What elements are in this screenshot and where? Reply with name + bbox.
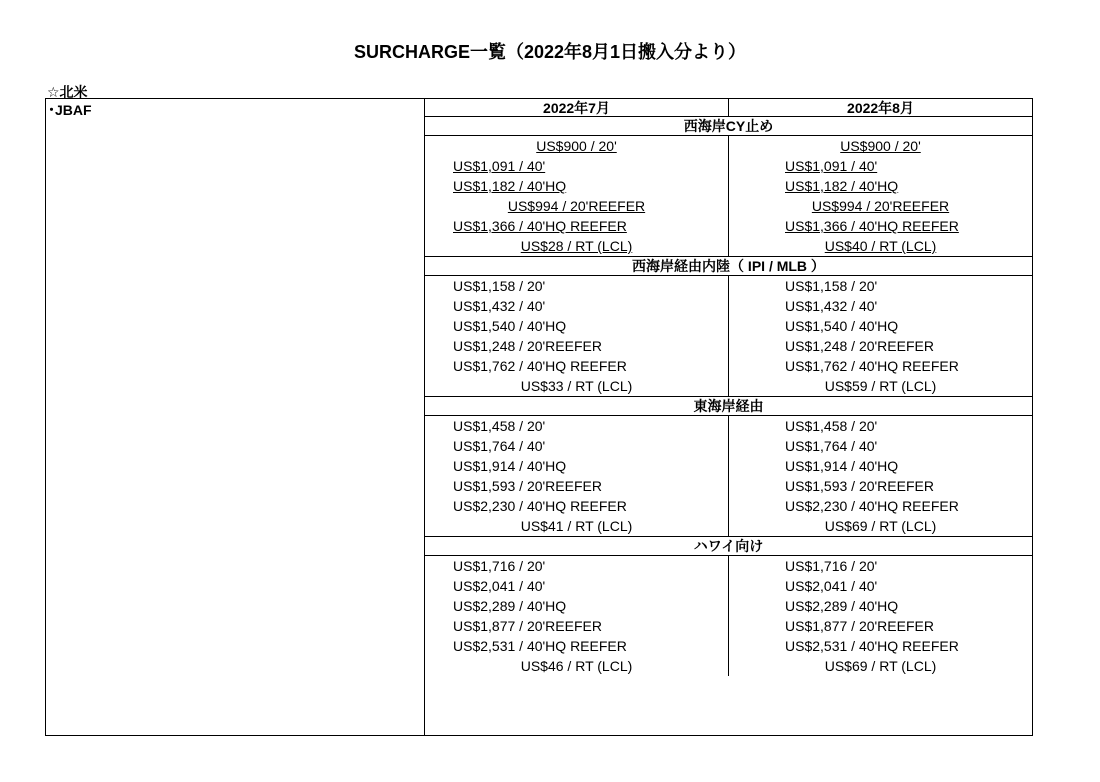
rate-cell-july [425, 196, 728, 216]
rate-cell-aug [729, 576, 1032, 596]
rate-cell-aug [729, 236, 1032, 256]
rate-value: US$1,366 / 40'HQ REEFER [785, 218, 959, 234]
rate-value: US$1,914 / 40'HQ [785, 458, 899, 474]
rate-cell-aug [729, 216, 1032, 236]
rate-cell-aug [729, 296, 1032, 316]
table-row [425, 136, 1032, 156]
rate-cell-aug [729, 556, 1032, 576]
rate-cell-aug [729, 616, 1032, 636]
rate-cell-july [425, 636, 728, 656]
rate-cell-aug [729, 496, 1032, 516]
rate-value: US$1,716 / 20' [785, 558, 878, 574]
table-row [425, 456, 1032, 476]
rate-value: US$994 / 20'REEFER [811, 198, 950, 214]
rate-value: US$900 / 20' [536, 138, 617, 154]
table-row [425, 596, 1032, 616]
table-row [425, 416, 1032, 436]
rate-cell-july [425, 236, 728, 256]
rate-value: US$1,366 / 40'HQ REEFER [453, 218, 627, 234]
table-row [425, 556, 1032, 576]
document-title: SURCHARGE一覧（2022年8月1日搬入分より） [353, 42, 747, 62]
rate-value: US$1,716 / 20' [453, 558, 546, 574]
column-header-july: 2022年7月 [543, 100, 610, 116]
table-row [425, 216, 1032, 236]
rate-value: US$46 / RT (LCL) [520, 658, 633, 674]
rate-cell-july [425, 136, 728, 156]
rate-section [425, 117, 1032, 256]
rate-cell-july [425, 376, 728, 396]
section-title: ハワイ向け [425, 536, 1032, 556]
rate-cell-july [425, 556, 728, 576]
rates-column-block [425, 99, 1032, 676]
rate-value: US$2,041 / 40' [453, 578, 546, 594]
rate-value: US$1,091 / 40' [785, 158, 878, 174]
rate-value: US$1,158 / 20' [453, 278, 546, 294]
rate-cell-july [425, 516, 728, 536]
rate-cell-aug [729, 336, 1032, 356]
rate-cell-aug [729, 436, 1032, 456]
rate-cell-july [425, 416, 728, 436]
rate-value: US$900 / 20' [840, 138, 921, 154]
rate-value: US$1,764 / 40' [785, 438, 878, 454]
rate-value: US$1,877 / 20'REEFER [453, 618, 602, 634]
table-row [425, 516, 1032, 536]
rate-cell-aug [729, 596, 1032, 616]
agreement-label: ･JBAF [48, 102, 92, 118]
region-heading: ☆北米 [47, 84, 88, 100]
column-header-aug: 2022年8月 [847, 100, 914, 116]
rate-cell-aug [729, 516, 1032, 536]
rate-cell-aug [729, 376, 1032, 396]
rate-value: US$1,182 / 40'HQ [785, 178, 899, 194]
rate-cell-aug [729, 456, 1032, 476]
rate-cell-aug [729, 156, 1032, 176]
table-row [425, 496, 1032, 516]
rate-cell-aug [729, 356, 1032, 376]
rate-cell-aug [729, 276, 1032, 296]
rate-value: US$1,158 / 20' [785, 278, 878, 294]
rate-cell-july [425, 316, 728, 336]
rate-value: US$1,877 / 20'REEFER [785, 618, 934, 634]
rate-cell-july [425, 576, 728, 596]
sections-container [425, 117, 1032, 676]
section-rows [425, 416, 1032, 536]
rate-value: US$1,458 / 20' [453, 418, 546, 434]
section-title: 東海岸経由 [425, 396, 1032, 416]
rate-cell-aug [729, 196, 1032, 216]
rate-cell-aug [729, 476, 1032, 496]
rate-value: US$1,540 / 40'HQ [453, 318, 567, 334]
rate-value: US$1,248 / 20'REEFER [785, 338, 934, 354]
table-row [425, 196, 1032, 216]
rate-cell-aug [729, 656, 1032, 676]
section-title: 西海岸経由内陸（ IPI / MLB ） [425, 256, 1032, 276]
rate-cell-july [425, 176, 728, 196]
table-row [425, 276, 1032, 296]
table-row [425, 656, 1032, 676]
rate-value: US$1,248 / 20'REEFER [453, 338, 602, 354]
section-rows [425, 556, 1032, 676]
table-row [425, 376, 1032, 396]
rate-value: US$69 / RT (LCL) [824, 658, 937, 674]
rate-cell-july [425, 156, 728, 176]
rate-value: US$1,914 / 40'HQ [453, 458, 567, 474]
rate-value: US$33 / RT (LCL) [520, 378, 633, 394]
rate-cell-july [425, 276, 728, 296]
rate-value: US$1,762 / 40'HQ REEFER [453, 358, 627, 374]
rate-value: US$2,041 / 40' [785, 578, 878, 594]
rate-value: US$1,182 / 40'HQ [453, 178, 567, 194]
rate-value: US$2,230 / 40'HQ REEFER [453, 498, 627, 514]
surcharge-table [45, 98, 1033, 736]
rate-cell-july [425, 476, 728, 496]
table-row [425, 316, 1032, 336]
rate-cell-aug [729, 316, 1032, 336]
rate-value: US$1,432 / 40' [453, 298, 546, 314]
rate-value: US$1,432 / 40' [785, 298, 878, 314]
rate-cell-aug [729, 176, 1032, 196]
table-row [425, 236, 1032, 256]
rate-cell-july [425, 356, 728, 376]
rate-value: US$994 / 20'REEFER [507, 198, 646, 214]
table-row [425, 296, 1032, 316]
rate-value: US$1,593 / 20'REEFER [785, 478, 934, 494]
rate-value: US$2,289 / 40'HQ [453, 598, 567, 614]
rate-cell-aug [729, 136, 1032, 156]
table-row [425, 356, 1032, 376]
table-row [425, 156, 1032, 176]
rate-value: US$1,091 / 40' [453, 158, 546, 174]
rate-cell-july [425, 436, 728, 456]
rate-cell-july [425, 616, 728, 636]
table-row [425, 336, 1032, 356]
rate-value: US$2,531 / 40'HQ REEFER [453, 638, 627, 654]
section-rows [425, 276, 1032, 396]
rate-value: US$41 / RT (LCL) [520, 518, 633, 534]
rate-value: US$1,762 / 40'HQ REEFER [785, 358, 959, 374]
section-rows [425, 136, 1032, 256]
rate-cell-july [425, 296, 728, 316]
rate-cell-july [425, 496, 728, 516]
rate-value: US$1,458 / 20' [785, 418, 878, 434]
rate-value: US$1,540 / 40'HQ [785, 318, 899, 334]
rate-value: US$2,289 / 40'HQ [785, 598, 899, 614]
rate-cell-aug [729, 416, 1032, 436]
rate-section [425, 256, 1032, 396]
rate-value: US$2,230 / 40'HQ REEFER [785, 498, 959, 514]
rate-cell-july [425, 656, 728, 676]
header-divider [728, 99, 729, 117]
rate-value: US$40 / RT (LCL) [824, 238, 937, 254]
rate-value: US$28 / RT (LCL) [520, 238, 633, 254]
rate-value: US$2,531 / 40'HQ REEFER [785, 638, 959, 654]
table-row [425, 616, 1032, 636]
rate-cell-july [425, 216, 728, 236]
section-title: 西海岸CY止め [425, 117, 1032, 136]
rate-value: US$1,764 / 40' [453, 438, 546, 454]
rate-cell-july [425, 336, 728, 356]
rate-cell-aug [729, 636, 1032, 656]
table-row [425, 576, 1032, 596]
rate-section [425, 536, 1032, 676]
rate-cell-july [425, 596, 728, 616]
table-row [425, 476, 1032, 496]
rate-value: US$1,593 / 20'REEFER [453, 478, 602, 494]
table-row [425, 436, 1032, 456]
table-row [425, 176, 1032, 196]
table-row [425, 636, 1032, 656]
rate-value: US$59 / RT (LCL) [824, 378, 937, 394]
rate-cell-july [425, 456, 728, 476]
rate-section [425, 396, 1032, 536]
rate-value: US$69 / RT (LCL) [824, 518, 937, 534]
